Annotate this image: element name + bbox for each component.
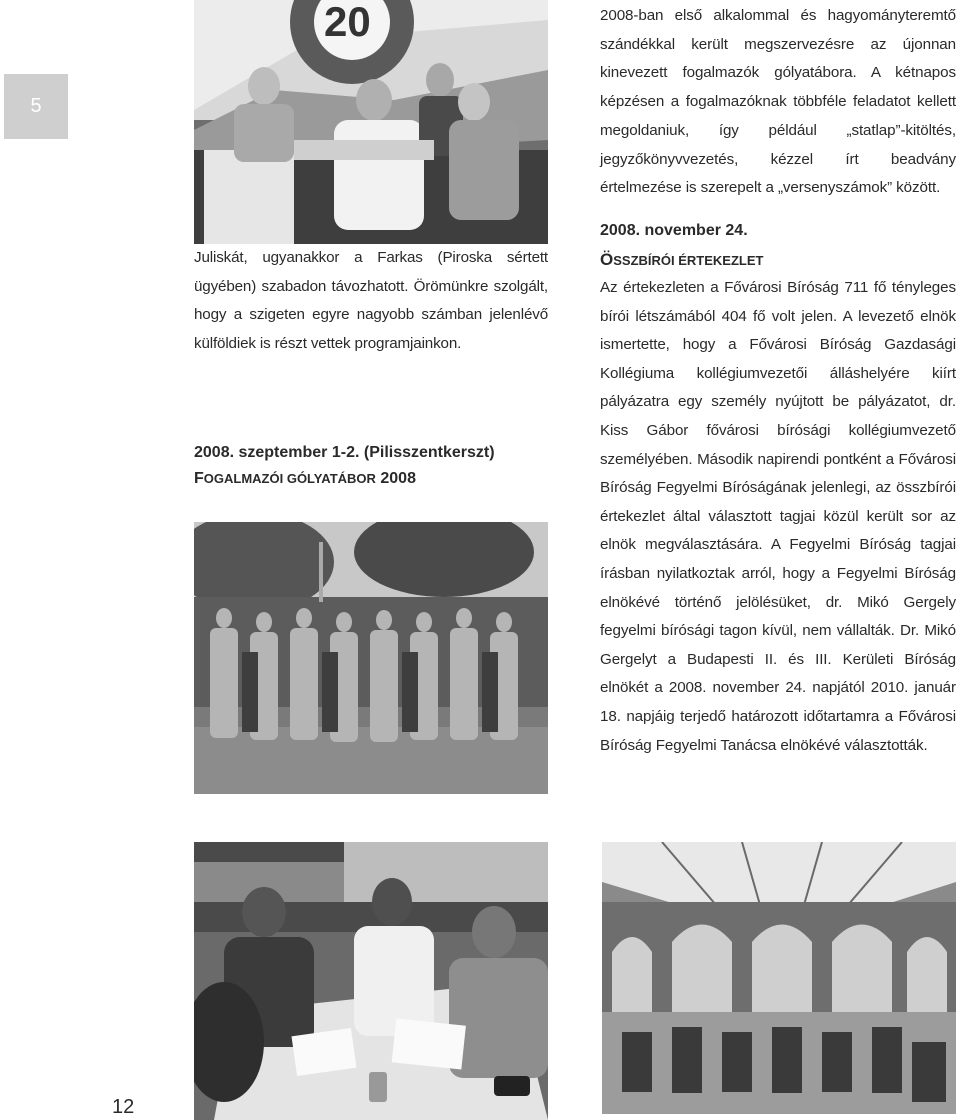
heading-camp-rest: OGALMAZÓI GÓLYATÁBOR bbox=[203, 471, 376, 486]
event-date-meeting: 2008. november 24. bbox=[600, 222, 748, 239]
heading-meeting-initial: Ö bbox=[600, 250, 614, 269]
heading-camp bbox=[194, 470, 416, 488]
photo-assembly-hall bbox=[602, 842, 956, 1114]
page-number: 12 bbox=[112, 1096, 135, 1118]
heading-camp-initial: F bbox=[194, 470, 204, 487]
chapter-number: 5 bbox=[30, 95, 42, 117]
event-date-camp: 2008. szeptember 1-2. (Pilisszentkerszt) bbox=[194, 444, 495, 461]
left-paragraph: Juliskát, ugyanakkor a Farkas (Piroska sértett ügyében) szabadon távozhatott. Örömünkre szolgált, hogy a szigeten egyre nagyobb számban jelenlévő külföldiek is részt vettek programjainkon. bbox=[194, 249, 548, 352]
intro-paragraph: 2008-ban első alkalommal és hagyományteremtő szándékkal került megszervezésre az újonnan kinevezett fogalmazók gólyatábora. A kétnapos képzésen a fogalmazóknak többféle feladatot kellett megoldaniuk, így például „statlap”-kitöltés, jegyzőkönyvvezetés, kézzel írt beadvány értelmezése is szerepelt a „versenyszámok” között. bbox=[600, 7, 956, 197]
photo-tent-table bbox=[194, 0, 548, 244]
heading-meeting bbox=[600, 250, 763, 270]
heading-camp-year: 2008 bbox=[380, 470, 416, 487]
meeting-paragraph: Az értekezleten a Fővárosi Bíróság 711 fő tényleges bírói létszámából 404 fő volt jelen. A levezető elnök ismertette, hogy a Fővárosi Bíróság Gazdasági Kollégiuma kollégiumvezetői álláshelyére kiírt pályázatra egy személy nyújtott be pályázatot, dr. Kiss Gábor fővárosi bírósági kollégiumvezető személyében. Második napirendi pontként a Fővárosi Bíróság Fegyelmi Bíróságának jelenlegi, az összbírói értekezlet által választott tagjai közül került sor az elnök megválasztására. A Fegyelmi Bíróság tagjai írásban nyilatkoztak arról, hogy a Fegyelmi Bíróság elnökévé történő jelölésüket, dr. Mikó Gergely fegyelmi bírósági tagon kívül, nem vállalták. Dr. Mikó Gergelyt a Budapesti II. és III. Kerületi Bíróság elnökét a 2008. november 24. napjától 2010. január 18. napjáig terjedő határozott időtartamra a Fővárosi Bíróság Fegyelmi Tanácsa elnökévé választották. bbox=[600, 279, 956, 754]
heading-meeting-rest: SSZBÍRÓI ÉRTEKEZLET bbox=[613, 253, 764, 268]
tent-sign-number: 20 bbox=[324, 0, 371, 45]
photo-workshop-table bbox=[194, 842, 548, 1120]
chapter-tab bbox=[4, 74, 68, 139]
photo-group bbox=[194, 522, 548, 794]
